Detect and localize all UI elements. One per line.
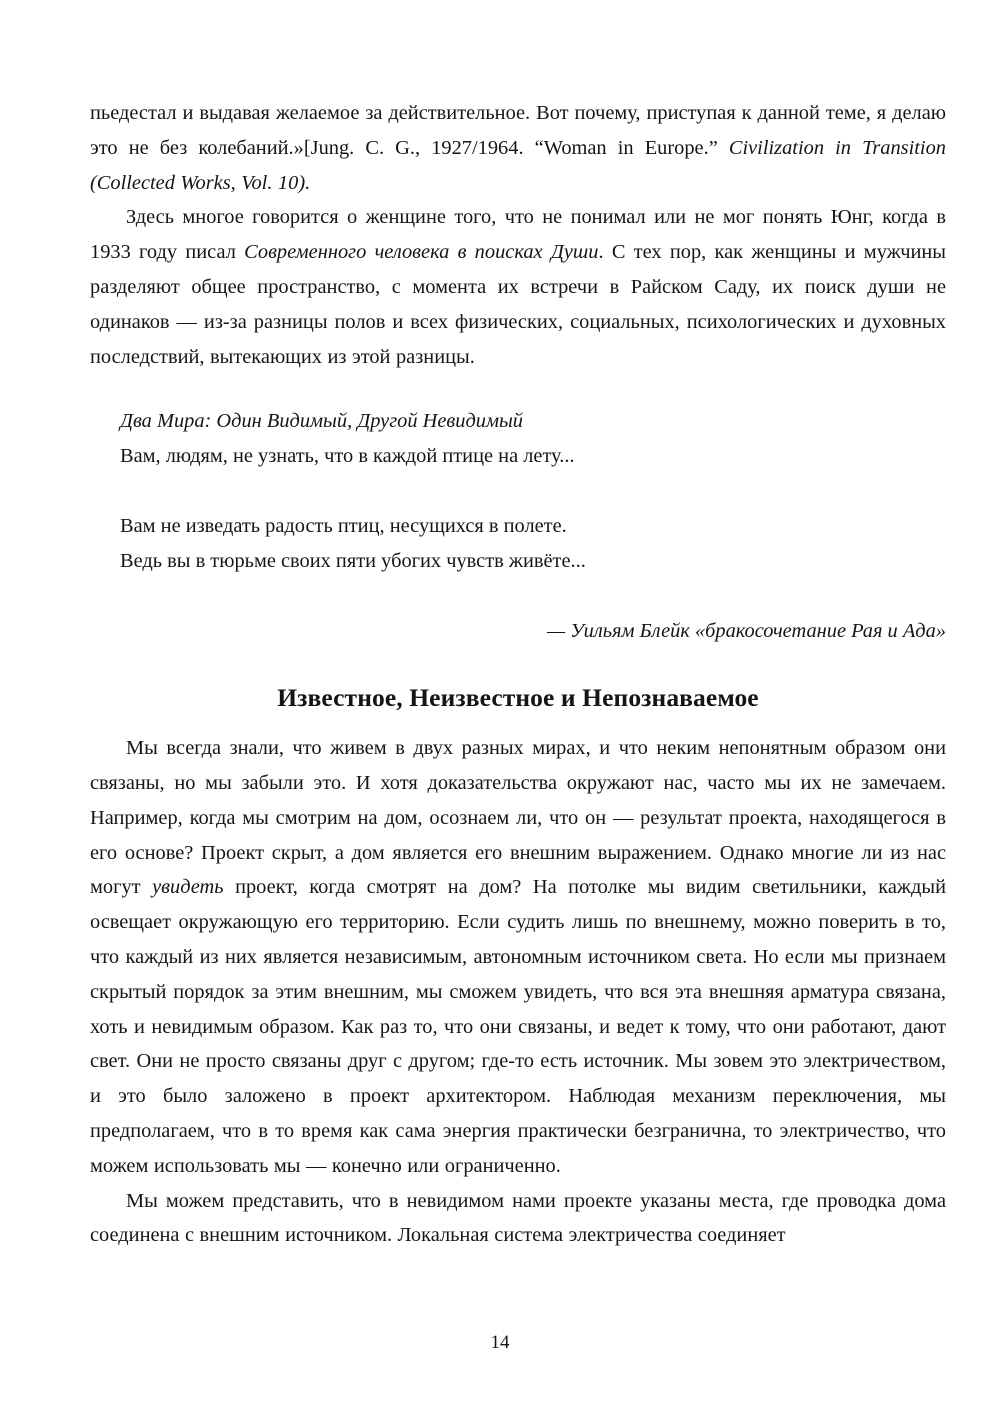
poem-block [120, 404, 946, 578]
paragraph-two-worlds-run1: Мы всегда знали, что живем в двух разных мирах, и что неким непонятным образом они связаны, но мы забыли это. И хотя доказательства окружают нас, часто мы их не замечаем. Например, когда мы смотрим на дом, осознаем ли, что он — результат проекта, находящегося в его основе? Проект скрыт, а дом является его внешним выражением. Однако многие ли из нас могут [90, 737, 946, 899]
paragraph-about-woman-run1: Здесь многое говорится о женщине того, что не понимал или не мог понять Юнг, когда в 1933 году писал [90, 206, 946, 264]
poem-line-2: Вам не изведать радость птиц, несущихся в полете. [120, 514, 567, 537]
poem-title: Два Мира: Один Видимый, Другой Невидимый [120, 410, 524, 433]
poem-line-1: Вам, людям, не узнать, что в каждой птице на лету... [120, 445, 575, 468]
book-title-modern-man-italic: Современного человека в поисках Души [244, 241, 599, 264]
paragraph-wiring [90, 1184, 946, 1254]
paragraph-about-woman-run3: . С тех пор, как женщины и мужчины разделяют общее пространство, с момента их встречи в Райском Саду, их поиск души не одинаков — из-за разницы полов и всех физических, социальных, психологических и духовных последствий, вытекающих из этой разницы. [90, 241, 946, 368]
poem-attribution: — Уильям Блейк «бракосочетание Рая и Ада» [547, 620, 946, 643]
emphasis-uvidet-italic: увидеть [152, 876, 224, 899]
page-text-block [90, 96, 946, 1253]
citation-title-italic: Civilization in Transition (Collected Works, Vol. 10). [90, 136, 946, 194]
paragraph-about-woman [90, 200, 946, 374]
paragraph-two-worlds [90, 731, 946, 1183]
section-heading: Известное, Неизвестное и Непознаваемое [277, 683, 759, 713]
poem-stanza-gap [120, 474, 946, 509]
paragraph-wiring-text: Мы можем представить, что в невидимом нами проекте указаны места, где проводка дома соединена с внешним источником. Локальная система электричества соединяет [90, 1189, 946, 1247]
poem-line-3: Ведь вы в тюрьме своих пяти убогих чувств живёте... [120, 549, 586, 572]
page-number: 14 [490, 1332, 510, 1353]
paragraph-jung-citation-text: пьедестал и выдавая желаемое за действительное. Вот почему, приступая к данной теме, я делаю это не без колебаний.»[Jung. C. G., 1927/1964. “Woman in Europe.” [90, 102, 946, 159]
paragraph-two-worlds-run3: проект, когда смотрят на дом? На потолке мы видим светильники, каждый освещает окружающую его территорию. Если судить лишь по внешнему, можно поверить в то, что каждый из них является независимым, автономным источником света. Но если мы признаем скрытый порядок за этим внешним, мы сможем увидеть, что вся эта внешняя арматура связана, хоть и невидимым образом. Как раз то, что они связаны, и ведет к тому, что они работают, дают свет. Они не просто связаны друг с другом; где-то есть источник. Мы зовем это электричеством, и это было заложено в проект архитектором. Наблюдая механизм переключения, мы предполагаем, что в то время как сама энергия практически безгранична, то электричество, что можем использовать мы — конечно или ограниченно. [90, 876, 946, 1177]
paragraph-jung-citation [90, 96, 946, 200]
